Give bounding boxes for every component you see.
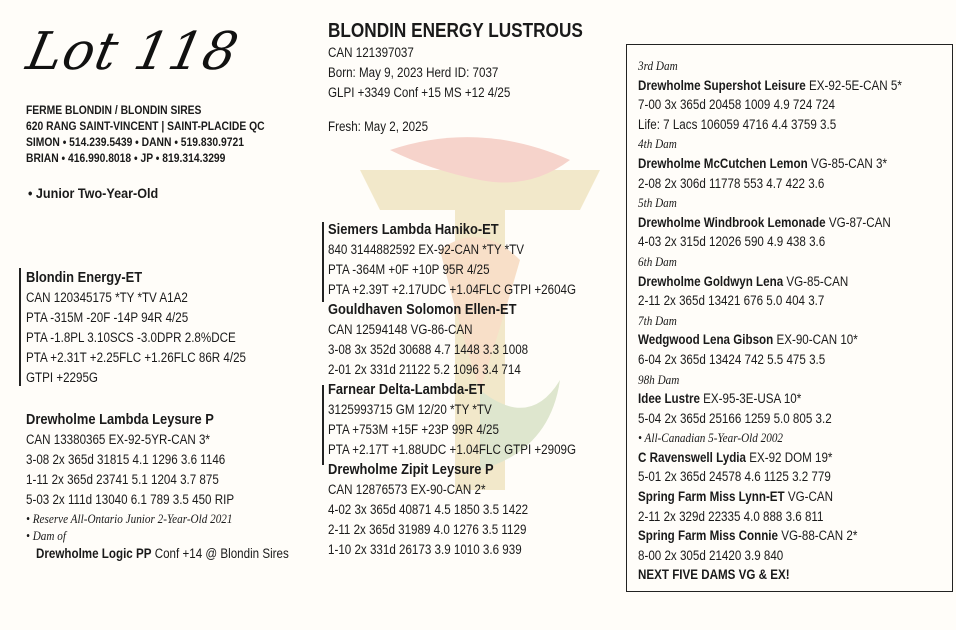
sire-block bbox=[26, 268, 282, 388]
dam-name: C Ravenswell Lydia bbox=[638, 449, 746, 465]
farm-phone-2: BRIAN • 416.990.8018 • JP • 819.314.3299 bbox=[26, 151, 226, 165]
sire-line: GTPI +2295G bbox=[26, 370, 98, 385]
animal-genomics: GLPI +3349 Conf +15 MS +12 4/25 bbox=[328, 85, 511, 100]
dam-label: 6th Dam bbox=[638, 253, 677, 269]
animal-info bbox=[328, 43, 540, 137]
dam-name: Spring Farm Miss Connie bbox=[638, 528, 778, 544]
dam-class: VG-88-CAN 2* bbox=[777, 528, 858, 544]
dam-record: 2-11 2x 365d 13421 676 5.0 404 3.7 bbox=[638, 293, 825, 309]
dam-record: 8-00 2x 305d 21420 3.9 840 bbox=[638, 547, 784, 563]
dam-line: 1-11 2x 365d 23741 5.1 1204 3.7 875 bbox=[26, 472, 219, 487]
granddam-name: Gouldhaven Solomon Ellen-ET bbox=[328, 301, 517, 318]
animal-reg: CAN 121397037 bbox=[328, 45, 414, 60]
dam-class: VG-85-CAN 3* bbox=[807, 155, 888, 171]
maternal-sire-line: PTA +753M +15F +23P 99R 4/25 bbox=[328, 422, 499, 437]
dam-line: 3-08 2x 365d 31815 4.1 1296 3.6 1146 bbox=[26, 452, 226, 467]
dam-class: VG-87-CAN bbox=[825, 214, 891, 230]
dam-name: Drewholme Supershot Leisure bbox=[638, 77, 806, 93]
dam-of-line bbox=[36, 544, 289, 564]
granddam-line: 3-08 3x 352d 30688 4.7 1448 3.3 1008 bbox=[328, 342, 529, 357]
dam-note: • Reserve All-Ontario Junior 2-Year-Old 2021 bbox=[26, 511, 233, 526]
farm-address: 620 RANG SAINT-VINCENT | SAINT-PLACIDE QC bbox=[26, 119, 265, 133]
dam-label: 7th Dam bbox=[638, 312, 677, 328]
animal-born: Born: May 9, 2023 Herd ID: 7037 bbox=[328, 65, 499, 80]
category-label: • Junior Two-Year-Old bbox=[28, 185, 159, 201]
dam-name: Drewholme McCutchen Lemon bbox=[638, 155, 808, 171]
dam-name: Drewholme Windbrook Lemonade bbox=[638, 214, 826, 230]
dam-note: • Dam of bbox=[26, 528, 66, 543]
second-dam-line: 2-11 2x 365d 31989 4.0 1276 3.5 1129 bbox=[328, 522, 527, 537]
dam-record: 2-11 2x 329d 22335 4.0 888 3.6 811 bbox=[638, 508, 824, 524]
pedigree-middle bbox=[328, 220, 616, 560]
sire-line: PTA -1.8PL 3.10SCS -3.0DPR 2.8%DCE bbox=[26, 330, 236, 345]
granddam-line: CAN 12594148 VG-86-CAN bbox=[328, 322, 473, 337]
dam-family-list bbox=[638, 56, 945, 585]
dam-name: Drewholme Goldwyn Lena bbox=[638, 273, 784, 289]
mid-bracket-2 bbox=[322, 385, 324, 465]
dam-label: 5th Dam bbox=[638, 195, 677, 211]
dam-of-name: Drewholme Logic PP bbox=[36, 546, 152, 561]
dam-record: 7-00 3x 365d 20458 1009 4.9 724 724 bbox=[638, 97, 835, 113]
dam-record: Life: 7 Lacs 106059 4716 4.4 3759 3.5 bbox=[638, 116, 837, 132]
sire-line: PTA +2.31T +2.25FLC +1.26FLC 86R 4/25 bbox=[26, 350, 246, 365]
dam-name: Idee Lustre bbox=[638, 391, 700, 407]
sire-of-dam-name: Siemers Lambda Haniko-ET bbox=[328, 221, 499, 238]
second-dam-line: 1-10 2x 331d 26173 3.9 1010 3.6 939 bbox=[328, 542, 522, 557]
sire-line: CAN 120345175 *TY *TV A1A2 bbox=[26, 290, 188, 305]
dam-class: EX-92 DOM 19* bbox=[745, 449, 833, 465]
dam-class: VG-85-CAN bbox=[783, 273, 849, 289]
sire-of-dam-line: PTA -364M +0F +10P 95R 4/25 bbox=[328, 262, 490, 277]
dam-note: • All-Canadian 5-Year-Old 2002 bbox=[638, 430, 784, 446]
farm-contact bbox=[26, 102, 303, 166]
dam-footer: NEXT FIVE DAMS VG & EX! bbox=[638, 567, 790, 583]
sire-of-dam-line: PTA +2.39T +2.17UDC +1.04FLC GTPI +2604G bbox=[328, 282, 577, 297]
dam-name: Drewholme Lambda Leysure P bbox=[26, 411, 214, 428]
second-dam-name: Drewholme Zipit Leysure P bbox=[328, 461, 494, 478]
maternal-sire-name: Farnear Delta-Lambda-ET bbox=[328, 381, 485, 398]
dam-line: 5-03 2x 111d 13040 6.1 789 3.5 450 RIP bbox=[26, 492, 235, 507]
second-dam-line: 4-02 3x 365d 40871 4.5 1850 3.5 1422 bbox=[328, 502, 529, 517]
dam-record: 5-01 2x 365d 24578 4.6 1125 3.2 779 bbox=[638, 469, 831, 485]
animal-name: BLONDIN ENERGY LUSTROUS bbox=[328, 20, 583, 42]
dam-class: EX-95-3E-USA 10* bbox=[699, 391, 802, 407]
dam-class: EX-90-CAN 10* bbox=[773, 332, 858, 348]
lot-label: Lot 118 bbox=[21, 22, 244, 82]
granddam-line: 2-01 2x 331d 21122 5.2 1096 3.4 714 bbox=[328, 362, 521, 377]
dam-name: Wedgwood Lena Gibson bbox=[638, 332, 774, 348]
sire-bracket bbox=[19, 268, 21, 386]
dam-label: 3rd Dam bbox=[638, 58, 678, 73]
dam-class: VG-CAN bbox=[784, 489, 834, 505]
dam-line: CAN 13380365 EX-92-5YR-CAN 3* bbox=[26, 432, 210, 447]
dam-record: 5-04 2x 365d 25166 1259 5.0 805 3.2 bbox=[638, 410, 832, 426]
sire-of-dam-line: 840 3144882592 EX-92-CAN *TY *TV bbox=[328, 242, 524, 257]
maternal-sire-line: 3125993715 GM 12/20 *TY *TV bbox=[328, 402, 492, 417]
dam-record: 2-08 2x 306d 11778 553 4.7 422 3.6 bbox=[638, 175, 825, 191]
animal-fresh: Fresh: May 2, 2025 bbox=[328, 119, 429, 134]
dam-of-rest: Conf +14 @ Blondin Sires bbox=[151, 546, 289, 561]
maternal-sire-line: PTA +2.17T +1.88UDC +1.04FLC GTPI +2909G bbox=[328, 442, 577, 457]
farm-name: FERME BLONDIN / BLONDIN SIRES bbox=[26, 103, 202, 117]
dam-label: 4th Dam bbox=[638, 136, 677, 152]
dam-label: 98h Dam bbox=[638, 371, 680, 387]
second-dam-line: CAN 12876573 EX-90-CAN 2* bbox=[328, 482, 486, 497]
dam-block bbox=[26, 410, 330, 564]
sire-name: Blondin Energy-ET bbox=[26, 269, 143, 286]
dam-record: 4-03 2x 315d 12026 590 4.9 438 3.6 bbox=[638, 234, 826, 250]
sire-line: PTA -315M -20F -14P 94R 4/25 bbox=[26, 310, 189, 325]
dam-record: 6-04 2x 365d 13424 742 5.5 475 3.5 bbox=[638, 351, 826, 367]
dam-class: EX-92-5E-CAN 5* bbox=[805, 77, 902, 93]
farm-phone-1: SIMON • 514.239.5439 • DANN • 519.830.9721 bbox=[26, 135, 244, 149]
dam-name: Spring Farm Miss Lynn-ET bbox=[638, 489, 785, 505]
mid-bracket-1 bbox=[322, 222, 324, 302]
